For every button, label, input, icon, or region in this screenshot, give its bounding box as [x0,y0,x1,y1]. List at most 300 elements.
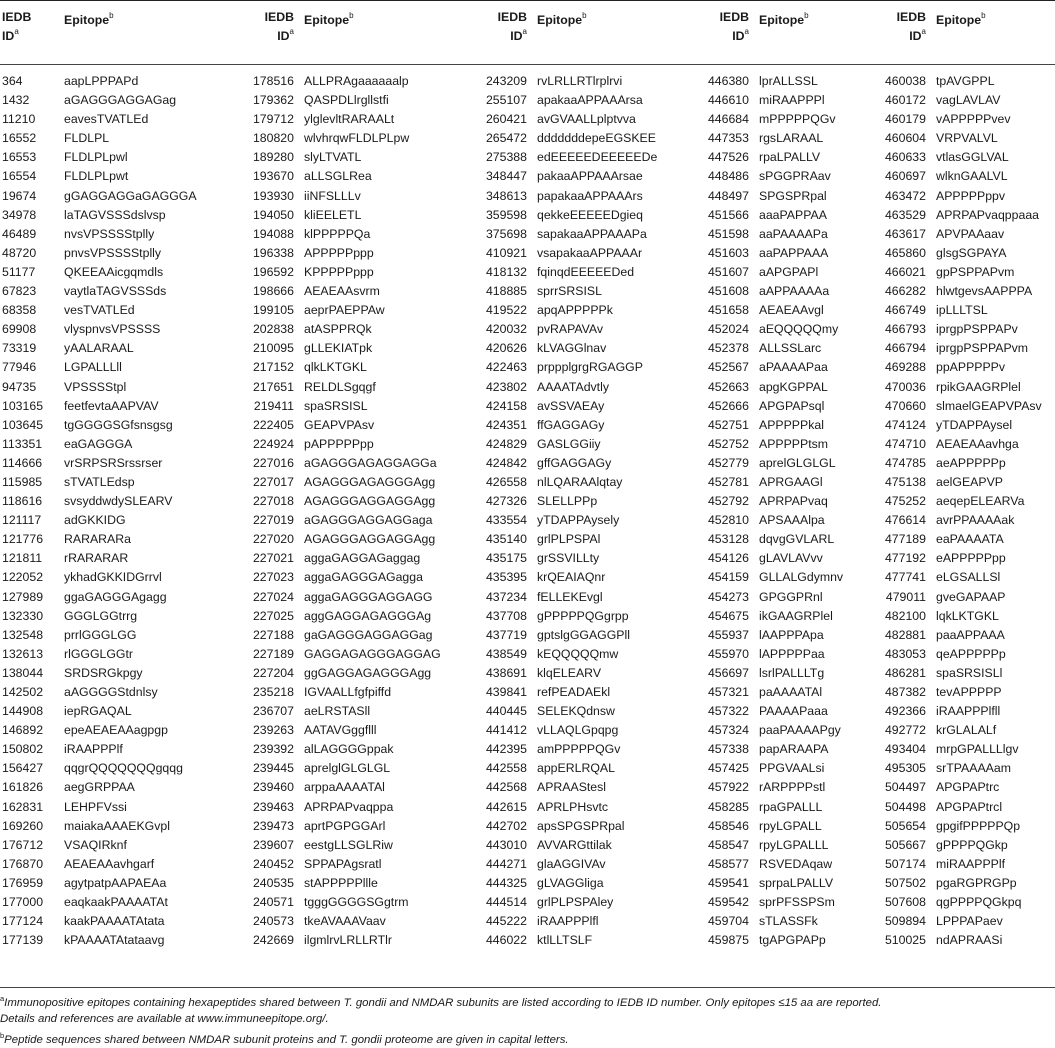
epitope-cell: alLAGGGGppak [304,742,394,757]
epitope-cell: yTDAPPAysel [936,417,1013,432]
epitope-cell: paaPAAAAPgy [759,723,841,738]
epitope-cell: PAAAAPaaa [759,704,828,719]
epitope-cell: APPPPPkal [759,417,824,432]
header-epitope-2: Epitope$^b$ [304,11,354,28]
iedb-id-cell: 452779 [707,455,749,470]
iedb-id-cell: 504497 [884,780,926,795]
header-iedb-id-3: IEDB $ID^a$ [497,10,527,44]
header-epitope-4: Epitope$^b$ [759,11,809,28]
iedb-id-cell: 227019 [252,513,294,528]
epitope-cell: aGAGGGAGGAGGaga [304,513,433,528]
epitope-cell: apgKGPPAL [759,379,828,394]
iedb-id-cell: 348447 [485,169,527,184]
epitope-cell: aPAAAAPaa [759,360,828,375]
epitope-cell: APPPPPppv [936,188,1006,203]
iedb-id-cell: 275388 [485,150,527,165]
iedb-id-cell: 487382 [884,685,926,699]
iedb-id-cell: 255107 [485,93,527,108]
iedb-id-cell: 455937 [707,627,749,642]
epitope-cell: aEQQQQQmy [759,322,839,337]
table-row [0,301,1055,320]
iedb-id-cell: 196338 [252,245,294,260]
table-row [0,454,1055,473]
table-row [0,320,1055,339]
iedb-id-cell: 442558 [485,761,527,776]
epitope-cell: rpyLGPALL [759,818,822,833]
iedb-id-cell: 176712 [2,837,44,852]
epitope-cell: aAGGGGStdnlsy [64,685,158,699]
iedb-id-cell: 451598 [707,226,749,241]
iedb-id-cell: 451607 [707,264,749,279]
epitope-cell: refPEADAEkl [537,685,611,699]
epitope-cell: RSVEDAqaw [759,856,833,871]
epitope-cell: aegGRPPAA [64,780,135,795]
iedb-id-cell: 73319 [2,341,37,356]
iedb-id-cell: 179712 [252,112,294,127]
iedb-id-cell: 227020 [252,532,294,547]
iedb-id-cell: 476614 [884,513,926,528]
epitope-cell: RARARARa [64,532,131,547]
iedb-id-cell: 492366 [884,704,926,719]
iedb-id-cell: 452751 [707,417,749,432]
epitope-cell: AAAATAdvtly [537,379,609,394]
iedb-id-cell: 68358 [2,303,37,318]
epitope-cell: AGAGGGAGGAGGAgg [304,494,436,509]
header-iedb-id-2: IEDB $ID^a$ [264,10,294,44]
table-row [0,416,1055,435]
epitope-cell: avrPPAAAAak [936,513,1015,528]
epitope-cell: tgggGGGGSGgtrm [304,895,409,910]
table-row [0,167,1055,186]
iedb-id-cell: 446380 [707,74,749,88]
epitope-cell: vLLAQLGpqpg [537,723,619,738]
iedb-id-cell: 457324 [707,723,749,738]
epitope-cell: rpyLGPALLL [759,837,829,852]
iedb-id-cell: 178516 [252,74,294,88]
epitope-cell: spaSRSISLl [936,665,1003,680]
iedb-id-cell: 11210 [2,112,36,127]
epitope-cell: kliEELETL [304,207,362,222]
epitope-cell: GLLALGdymnv [759,570,844,585]
iedb-id-cell: 189280 [252,150,294,165]
epitope-cell: iRAAPPPlfl [537,914,599,929]
header-iedb-id-5: IEDB $ID^a$ [896,10,926,44]
table-row [0,110,1055,129]
epitope-cell: eavesTVATLEd [64,112,149,127]
iedb-id-cell: 67823 [2,284,37,299]
table-row [0,588,1055,607]
epitope-cell: prppplgrgRGAGGP [537,360,643,375]
epitope-cell: aaaPAPPAA [759,207,827,222]
iedb-id-cell: 448486 [707,169,749,184]
epitope-cell: PPGVAALsi [759,761,825,776]
iedb-id-cell: 439841 [485,685,527,699]
iedb-id-cell: 483053 [884,646,926,661]
iedb-id-cell: 243209 [485,74,527,88]
iedb-id-cell: 426558 [485,474,527,489]
table-row [0,473,1055,492]
iedb-id-cell: 460697 [884,169,926,184]
iedb-id-cell: 122052 [2,570,44,585]
table-row [0,225,1055,244]
table-row [0,683,1055,702]
epitope-cell: klqELEARV [537,665,602,680]
epitope-cell: sprpaLPALLV [759,875,834,890]
epitope-cell: LEHPFVssi [64,799,127,814]
iedb-id-cell: 94735 [2,379,37,394]
iedb-id-cell: 420032 [485,322,527,337]
iedb-id-cell: 442395 [485,742,527,757]
epitope-cell: stAPPPPPllle [304,875,378,890]
epitope-cell: lqkLKTGKL [936,608,999,623]
epitope-cell: GAGGAGAGGGAGGAG [304,646,441,661]
iedb-id-cell: 198666 [252,284,294,299]
epitope-cell: rgsLARAAL [759,131,824,146]
iedb-id-cell: 176870 [2,856,44,871]
iedb-id-cell: 142502 [2,685,44,699]
epitope-cell: gpgifPPPPPQp [936,818,1021,833]
table-row [0,91,1055,110]
epitope-cell: LPPPAPaev [936,914,1003,929]
iedb-id-cell: 458547 [707,837,749,852]
iedb-id-cell: 103645 [2,417,44,432]
epitope-cell: wlknGAALVL [936,169,1008,184]
epitope-cell: qgPPPPQGkpq [936,895,1022,910]
epitope-cell: eaPAAAATA [936,532,1004,547]
iedb-id-cell: 422463 [485,360,527,375]
iedb-id-cell: 239460 [252,780,294,795]
iedb-id-cell: 180820 [252,131,294,146]
iedb-id-cell: 227023 [252,570,294,585]
iedb-id-cell: 441412 [485,723,527,738]
epitope-cell: eestgLLSGLRiw [304,837,393,852]
iedb-id-cell: 460633 [884,150,926,165]
table-body [0,65,1055,951]
iedb-id-cell: 457322 [707,704,749,719]
epitope-cell: krGLALALf [936,723,997,738]
iedb-id-cell: 507608 [884,895,926,910]
iedb-id-cell: 194088 [252,226,294,241]
iedb-id-cell: 452024 [707,322,749,337]
iedb-id-cell: 460604 [884,131,926,146]
epitope-cell: laTAGVSSSdslvsp [64,207,166,222]
epitope-cell: yTDAPPAysely [537,513,620,528]
epitope-cell: apqAPPPPPk [537,303,613,318]
iedb-id-cell: 444514 [485,895,527,910]
epitope-cell: wlvhrqwFLDLPLpw [304,131,410,146]
table-row [0,263,1055,282]
epitope-cell: amPPPPPQGv [537,742,621,757]
epitope-cell: ppAPPPPPv [936,360,1006,375]
iedb-id-cell: 463472 [884,188,926,203]
iedb-id-cell: 235218 [252,685,294,699]
epitope-cell: mPPPPPQGv [759,112,836,127]
table-row [0,568,1055,587]
iedb-id-cell: 451658 [707,303,749,318]
epitope-cell: aprelglGLGLGL [304,761,391,776]
iedb-id-cell: 227025 [252,608,294,623]
iedb-id-cell: 477192 [884,551,926,566]
epitope-cell: agytpatpAAPAEAa [64,875,167,890]
iedb-id-cell: 452792 [707,494,749,509]
epitope-cell: pgaRGPRGPp [936,875,1017,890]
epitope-cell: tgGGGGSGfsnsgsg [64,417,173,432]
footnote-b: $^b$Peptide sequences shared between NMDAR subunit proteins and T. gondii proteome are given in capital letters. [0,1030,569,1046]
epitope-cell: gptslgGGAGGPll [537,627,630,642]
iedb-id-cell: 466282 [884,284,926,299]
iedb-id-cell: 477741 [884,570,926,585]
iedb-id-cell: 423802 [485,379,527,394]
iedb-id-cell: 505654 [884,818,926,833]
epitope-cell: tpAVGPPL [936,74,995,88]
iedb-id-cell: 437234 [485,589,527,604]
epitope-cell: papakaaAPPAAArs [537,188,643,203]
epitope-cell: vaytlaTAGVSSSds [64,284,167,299]
iedb-id-cell: 452567 [707,360,749,375]
epitope-cell: aapLPPPAPd [64,74,139,88]
epitope-cell: avSSVAEAy [537,398,605,413]
table-row [0,912,1055,931]
iedb-id-cell: 444325 [485,875,527,890]
iedb-id-cell: 16554 [2,169,37,184]
epitope-cell: aeLRSTASll [304,704,371,719]
table-row [0,645,1055,664]
iedb-id-cell: 132330 [2,608,44,623]
table-row [0,855,1055,874]
epitope-cell: gLVAGGliga [537,875,604,890]
iedb-id-cell: 460038 [884,74,926,88]
iedb-id-cell: 466021 [884,264,926,279]
iedb-id-cell: 458546 [707,818,749,833]
iedb-id-cell: 447353 [707,131,749,146]
epitope-cell: fqinqdEEEEEDed [537,264,635,279]
iedb-id-cell: 493404 [884,742,926,757]
iedb-id-cell: 424829 [485,436,527,451]
iedb-id-cell: 239473 [252,818,294,833]
iedb-id-cell: 451603 [707,245,749,260]
table-bottom-rule [0,987,1055,988]
header-iedb-id-1: IEDB $ID^a$ [2,10,32,44]
epitope-cell: fELLEKEvgl [537,589,603,604]
epitope-cell: FLDLPL [64,131,110,146]
epitope-cell: miRAAPPPl [759,93,825,108]
iedb-id-cell: 410921 [485,245,527,260]
iedb-id-cell: 454159 [707,570,749,585]
iedb-id-cell: 446610 [707,93,749,108]
iedb-id-cell: 227016 [252,455,294,470]
iedb-id-cell: 463617 [884,226,926,241]
iedb-id-cell: 424351 [485,417,527,432]
iedb-id-cell: 227024 [252,589,294,604]
epitope-cell: aGAGGGAGAGGAGGa [304,455,437,470]
iedb-id-cell: 466793 [884,322,926,337]
iedb-id-cell: 418885 [485,284,527,299]
iedb-id-cell: 455970 [707,646,749,661]
table-row [0,206,1055,225]
epitope-cell: VRPVALVL [936,131,998,146]
epitope-cell: slmaelGEAPVPAsv [936,398,1042,413]
epitope-cell: FLDLPLpwt [64,169,129,184]
table-row [0,549,1055,568]
iedb-id-cell: 239607 [252,837,294,852]
table-row [0,893,1055,912]
iedb-id-cell: 474124 [884,417,926,432]
epitope-cell: ggaGAGGGAgagg [64,589,167,604]
epitope-cell: aAPPAAAAa [759,284,830,299]
iedb-id-cell: 177139 [2,933,44,948]
iedb-id-cell: 435175 [485,551,527,566]
epitope-cell: IGVAALLfgfpiffd [304,685,392,699]
epitope-cell: vAPPPPPvev [936,112,1011,127]
epitope-cell: SPPAPAgsratl [304,856,382,871]
iedb-id-cell: 456697 [707,665,749,680]
epitope-cell: arppaAAAATAl [304,780,385,795]
iedb-id-cell: 469288 [884,360,926,375]
epitope-cell: tevAPPPPP [936,685,1002,699]
iedb-id-cell: 486281 [884,665,926,680]
epitope-cell: grlPLPSPAley [537,895,614,910]
iedb-id-cell: 424158 [485,398,527,413]
iedb-id-cell: 465860 [884,245,926,260]
epitope-cell: SLELLPPp [537,494,598,509]
iedb-id-cell: 466749 [884,303,926,318]
iedb-id-cell: 474710 [884,436,926,451]
epitope-cell: aggaGAGGGAGGAGG [304,589,433,604]
iedb-id-cell: 19674 [2,188,37,203]
header-epitope-1: Epitope$^b$ [64,11,114,28]
iedb-id-cell: 482881 [884,627,926,642]
iedb-id-cell: 452666 [707,398,749,413]
iedb-id-cell: 444271 [485,856,527,871]
epitope-cell: AEAEAAavhgarf [64,856,155,871]
table-row [0,778,1055,797]
epitope-cell: aaPAAAAPa [759,226,828,241]
iedb-id-cell: 176959 [2,875,44,890]
iedb-id-cell: 132613 [2,646,44,661]
iedb-id-cell: 169260 [2,818,44,833]
iedb-id-cell: 458577 [707,856,749,871]
epitope-cell: lsrlPALLLTg [759,665,825,680]
iedb-id-cell: 457338 [707,742,749,757]
epitope-cell: epeAEAEAAagpgp [64,723,168,738]
epitope-cell: atASPPRQk [304,322,372,337]
table-row [0,358,1055,377]
epitope-cell: aaPAPPAAA [759,245,829,260]
epitope-cell: gaGAGGGAGGAGGag [304,627,433,642]
iedb-id-cell: 240535 [252,875,294,890]
iedb-id-cell: 504498 [884,799,926,814]
iedb-id-cell: 227017 [252,474,294,489]
epitope-cell: kEQQQQQmw [537,646,619,661]
epitope-cell: rvLRLLRTlrplrvi [537,74,623,88]
epitope-cell: klPPPPPQa [304,226,371,241]
epitope-cell: ndAPRAASi [936,933,1003,948]
iedb-id-cell: 150802 [2,742,44,757]
epitope-cell: iprgpPSPPAPv [936,322,1018,337]
epitope-cell: VSAQIRknf [64,837,127,852]
epitope-cell: pakaaAPPAAArsae [537,169,643,184]
epitope-cell: RELDLSgqgf [304,379,376,394]
epitope-cell: tkeAVAAAVaav [304,914,386,929]
epitope-cell: vesTVATLEd [64,303,135,318]
iedb-id-cell: 443010 [485,837,527,852]
epitope-cell: SRDSRGkpgy [64,665,143,680]
epitope-cell: paaAPPAAA [936,627,1005,642]
epitope-cell: ffGAGGAGy [537,417,605,432]
epitope-cell: mrpGPALLLlgv [936,742,1019,757]
iedb-id-cell: 510025 [884,933,926,948]
epitope-cell: ykhadGKKIDGrrvl [64,570,162,585]
epitope-cell: maiakaAAAEKGvpl [64,818,170,833]
epitope-cell: kPAAAATAtataavg [64,933,165,948]
table-row [0,664,1055,683]
table-row [0,129,1055,148]
iedb-id-cell: 240452 [252,856,294,871]
table-row [0,626,1055,645]
iedb-id-cell: 113351 [2,436,43,451]
epitope-cell: GEAPVPAsv [304,417,375,432]
table-row [0,836,1055,855]
epitope-cell: SELEKQdnsw [537,704,615,719]
epitope-cell: ggGAGGAGAGGGAgg [304,665,432,680]
iedb-id-cell: 217651 [252,379,294,394]
iedb-id-cell: 474785 [884,455,926,470]
epitope-cell: AEAEAAavhga [936,436,1019,451]
epitope-cell: rpaGPALLL [759,799,823,814]
iedb-id-cell: 193930 [252,188,294,203]
iedb-id-cell: 156427 [2,761,44,776]
iedb-id-cell: 239445 [252,761,294,776]
epitope-cell: gGAGGAGGaGAGGGA [64,188,197,203]
epitope-cell: aprtPGPGGArl [304,818,386,833]
iedb-id-cell: 420626 [485,341,527,356]
table-spacer [0,65,1055,73]
iedb-id-cell: 509894 [884,914,926,929]
epitope-cell: gveGAPAAP [936,589,1006,604]
table-row [0,874,1055,893]
iedb-id-cell: 242669 [252,933,294,948]
iedb-id-cell: 196592 [252,264,294,279]
epitope-cell: APPPPPtsm [759,436,829,451]
epitope-cell: APRLPHsvtc [537,799,609,814]
iedb-id-cell: 453128 [707,532,749,547]
epitope-cell: dddddddepeEGSKEE [537,131,656,146]
table-row [0,187,1055,206]
iedb-id-cell: 463529 [884,207,926,222]
epitope-cell: rlGGGLGGtr [64,646,134,661]
epitope-cell: sprrSRSISL [537,284,602,299]
iedb-id-cell: 459875 [707,933,749,948]
epitope-cell: ALLSSLarc [759,341,822,356]
iedb-id-cell: 446684 [707,112,749,127]
iedb-id-cell: 458285 [707,799,749,814]
epitope-cell: sapakaaAPPAAAPa [537,226,647,241]
epitope-cell: iRAAPPPlfll [936,704,1001,719]
iedb-id-cell: 227018 [252,494,294,509]
iedb-id-cell: 118616 [2,494,43,509]
epitope-cell: srTPAAAAam [936,761,1011,776]
epitope-cell: krQEAIAQnr [537,570,606,585]
epitope-cell: spaSRSISL [304,398,368,413]
table-row [0,798,1055,817]
table-header-row [0,1,1055,65]
footnote-a: $^a$Immunopositive epitopes containing hexapeptides shared between T. gondii and NMDAR subunits are listed according to IEDB ID number. Only epitopes ≤15 aa are reported. [0,994,882,1009]
iedb-id-cell: 470660 [884,398,926,413]
epitope-cell: APRPAPvaqppa [304,799,394,814]
epitope-cell: iiNFSLLLv [304,188,361,203]
epitope-cell: FLDLPLpwl [64,150,128,165]
iedb-id-cell: 507502 [884,875,926,890]
